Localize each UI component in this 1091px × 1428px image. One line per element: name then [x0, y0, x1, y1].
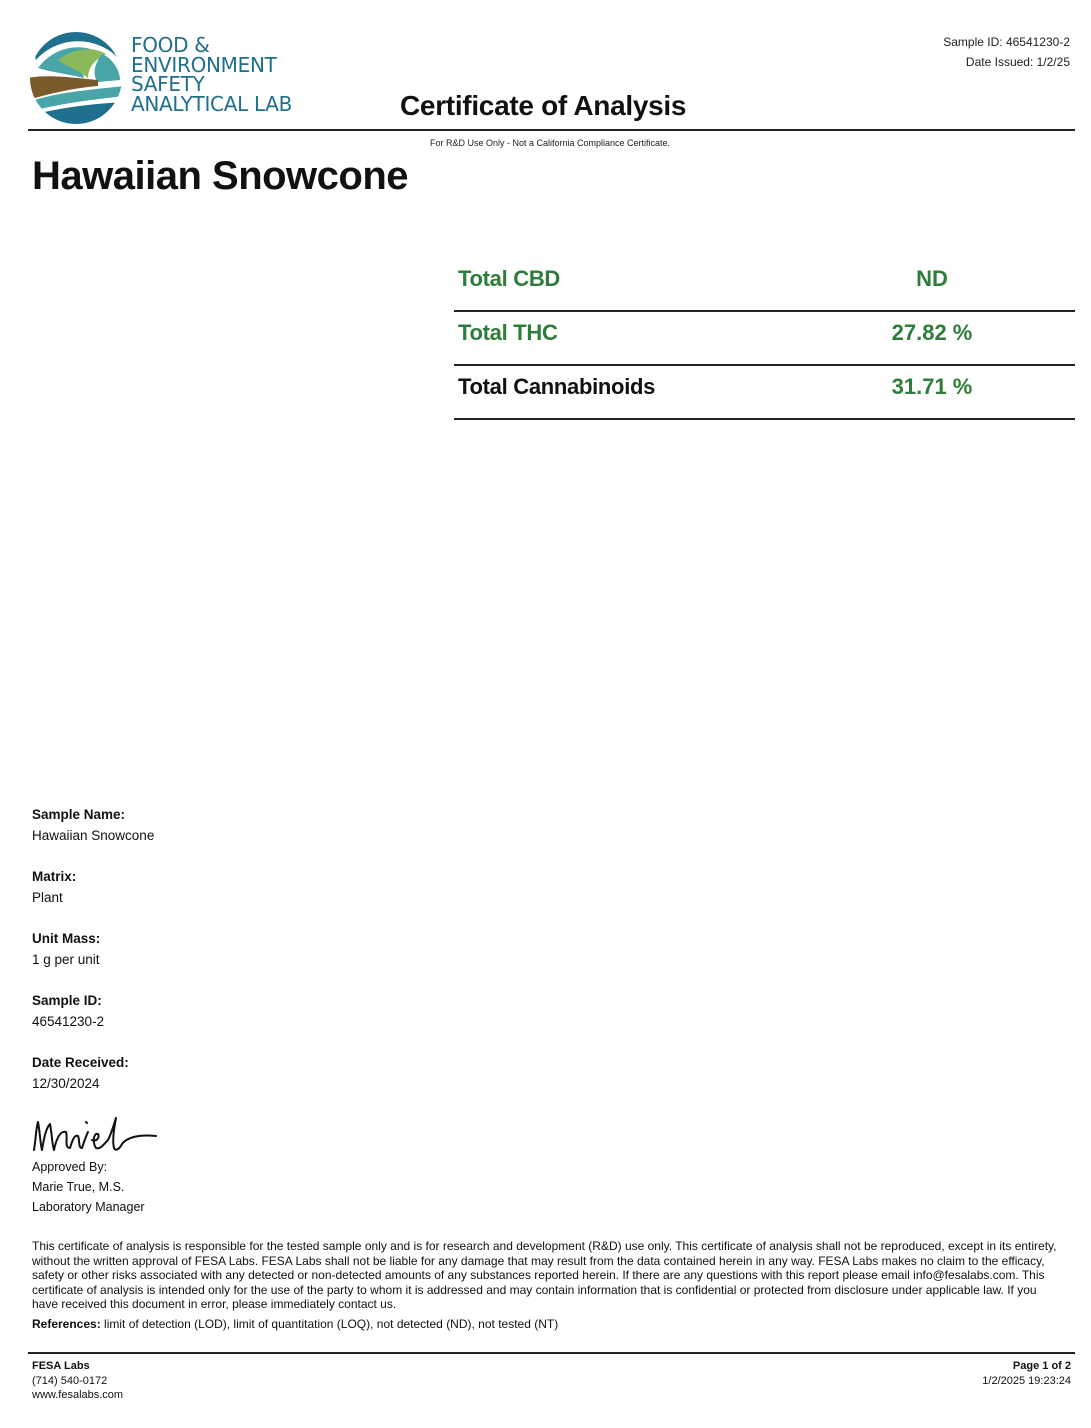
summary-row-total-thc: [454, 312, 1075, 366]
logo-line-3: SAFETY: [131, 72, 205, 96]
field-label: Sample Name:: [32, 807, 126, 822]
product-name: Hawaiian Snowcone: [32, 154, 409, 198]
footer-timestamp: 1/2/2025 19:23:24: [982, 1374, 1071, 1387]
field-label: Date Received:: [32, 1055, 129, 1070]
header-sample-id: Sample ID: 46541230-2: [943, 35, 1070, 49]
cannabinoid-summary: [454, 258, 1075, 420]
field-label: Matrix:: [32, 869, 77, 884]
footer-company: FESA Labs: [32, 1360, 90, 1372]
references-label: References:: [32, 1317, 101, 1331]
field-value: 12/30/2024: [32, 1076, 100, 1091]
summary-row-total-cbd: [454, 258, 1075, 312]
signature: [30, 1114, 160, 1161]
field-matrix: [32, 867, 154, 909]
logo-line-4: ANALYTICAL LAB: [131, 91, 293, 116]
page-number: Page 1 of 2: [1012, 1360, 1071, 1372]
header-meta: [943, 32, 1070, 72]
footer-contact: [32, 1359, 123, 1403]
approver-title: Laboratory Manager: [32, 1200, 145, 1214]
summary-value: 31.71 %: [891, 374, 973, 399]
footer-website-link[interactable]: www.fesalabs.com: [32, 1389, 124, 1401]
footer-page-info: [982, 1359, 1071, 1388]
field-value: 46541230-2: [32, 1014, 105, 1029]
signature-icon: [30, 1114, 160, 1156]
field-sample-id: [32, 991, 154, 1033]
field-value: 1 g per unit: [32, 952, 100, 967]
lab-logo-icon: [28, 30, 124, 126]
lab-logo: [28, 28, 298, 128]
field-date-received: [32, 1053, 154, 1095]
rd-use-note: For R&D Use Only - Not a California Compliance Certificate.: [429, 138, 671, 148]
summary-value: 27.82 %: [891, 320, 973, 345]
field-label: Unit Mass:: [32, 931, 101, 946]
approved-by-label: Approved By:: [32, 1160, 108, 1174]
footer-phone: (714) 540-0172: [32, 1374, 108, 1387]
summary-label: Total THC: [458, 320, 558, 345]
summary-label: Total Cannabinoids: [458, 374, 656, 399]
lab-logo-text: [131, 33, 293, 116]
disclaimer: This certificate of analysis is responsible for the tested sample only and is for research and development (R&D) use only. This certificate of analysis shall not be reproduced, except in its entirety, without the written approval of FESA Labs. FESA Labs shall not be liable for any damage that may result from the data contained herein in any way. FESA Labs makes no claim to the efficacy, safety or other risks associated with any detected or non-detected amounts of any substances reported herein. If there are any questions with this report please email info@fesalabs.com. This certificate of analysis is intended only for the use of the party to whom it is addressed and may contain information that is confidential or protected from disclosure under applicable law. If you have received this document in error, please immediately contact us.: [32, 1239, 1057, 1312]
approver-name: Marie True, M.S.: [32, 1180, 125, 1194]
references-text: limit of detection (LOD), limit of quantitation (LOQ), not detected (ND), not tested (NT): [100, 1317, 559, 1331]
logo-line-1: FOOD &: [131, 33, 210, 57]
footer-divider: [28, 1352, 1075, 1354]
field-value: Plant: [32, 890, 63, 905]
summary-value: ND: [916, 266, 948, 291]
field-value: Hawaiian Snowcone: [32, 828, 155, 843]
header-divider: [28, 129, 1075, 131]
summary-label: Total CBD: [458, 266, 560, 291]
field-sample-name: [32, 805, 154, 847]
header-date-issued: Date Issued: 1/2/25: [965, 55, 1070, 69]
sample-info: [32, 805, 154, 1115]
logo-line-2: ENVIRONMENT: [131, 52, 277, 77]
field-unit-mass: [32, 929, 154, 971]
summary-row-total-cannabinoids: [454, 366, 1075, 420]
references: [32, 1317, 558, 1331]
document-title: Certificate of Analysis: [400, 90, 687, 121]
approval-block: [32, 1157, 145, 1217]
field-label: Sample ID:: [32, 993, 102, 1008]
